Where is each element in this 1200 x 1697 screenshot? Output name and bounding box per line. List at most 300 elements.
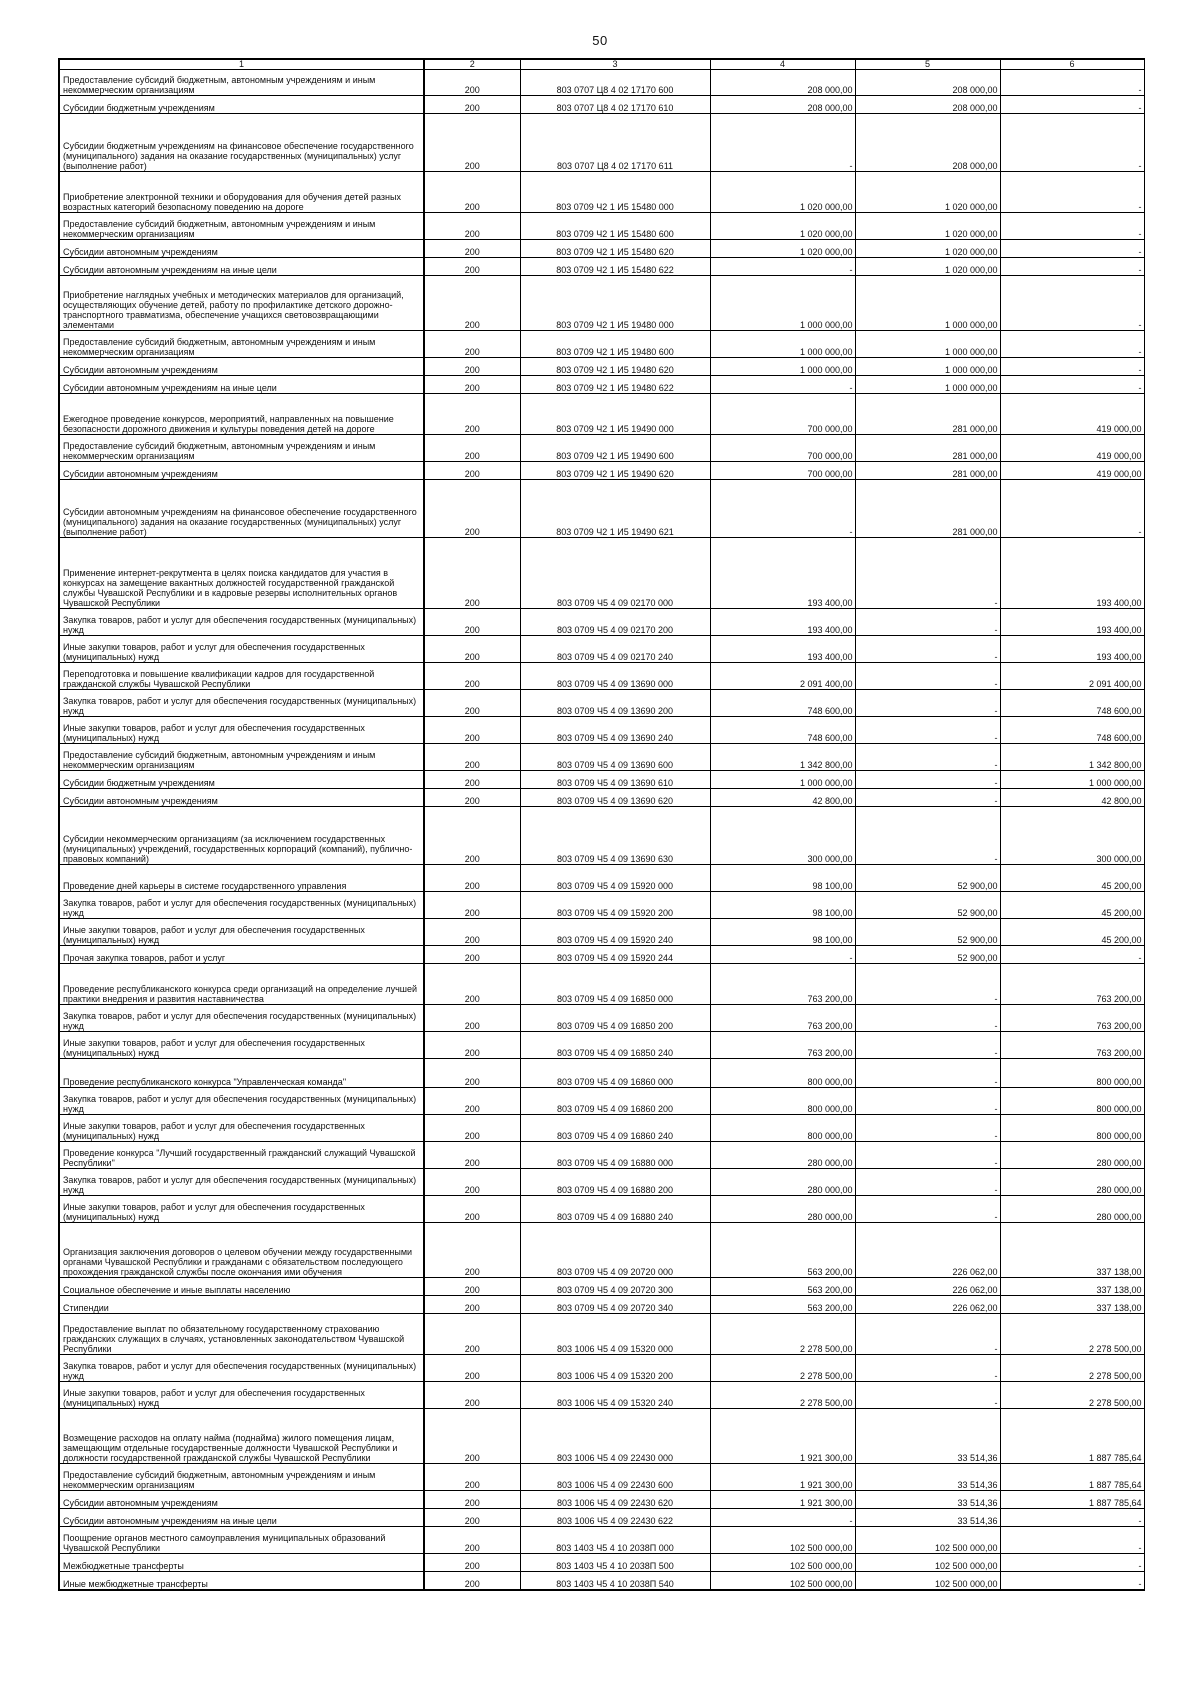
row-kbk-cell: 803 0709 Ч5 4 09 15920 200 (520, 892, 710, 919)
row-code-cell: 200 (424, 1005, 520, 1032)
row-col4-cell: 193 400,00 (710, 609, 855, 636)
row-col4-cell: 800 000,00 (710, 1088, 855, 1115)
row-col6-cell: - (1000, 1572, 1144, 1591)
table-row (59, 807, 1144, 865)
row-col5-cell: 33 514,36 (855, 1491, 1000, 1509)
row-name-cell: Иные закупки товаров, работ и услуг для обеспечения государственных (муниципальных) нужд (59, 919, 424, 946)
row-kbk-cell: 803 0709 Ч2 1 И5 15480 622 (520, 258, 710, 276)
row-col5-cell: - (855, 1314, 1000, 1355)
row-col6-cell: 193 400,00 (1000, 636, 1144, 663)
row-col6-cell: - (1000, 358, 1144, 376)
row-code-cell: 200 (424, 331, 520, 358)
row-name-cell: Закупка товаров, работ и услуг для обеспечения государственных (муниципальных) нужд (59, 690, 424, 717)
row-code-cell: 200 (424, 919, 520, 946)
row-col5-cell: 102 500 000,00 (855, 1527, 1000, 1554)
row-code-cell: 200 (424, 1296, 520, 1314)
row-kbk-cell: 803 0709 Ч5 4 09 16880 240 (520, 1196, 710, 1223)
row-name-cell: Приобретение наглядных учебных и методических материалов для организаций, осуществляющих обучение детей, работу по профилактике детского дорожно-транспортного травматизма, обеспечение учащихся световозвращающими элементами (59, 276, 424, 331)
row-col6-cell: - (1000, 172, 1144, 213)
row-col4-cell: 563 200,00 (710, 1278, 855, 1296)
row-col4-cell: 700 000,00 (710, 394, 855, 435)
row-code-cell: 200 (424, 1554, 520, 1572)
row-col6-cell: 337 138,00 (1000, 1223, 1144, 1278)
row-name-cell: Возмещение расходов на оплату найма (поднайма) жилого помещения лицам, замещающим отдельные государственные должности Чувашской Республики и должности государственной гражданской службы Чувашской Республики (59, 1409, 424, 1464)
row-col6-cell: 800 000,00 (1000, 1059, 1144, 1088)
row-kbk-cell: 803 0709 Ч5 4 09 02170 000 (520, 538, 710, 609)
row-name-cell: Субсидии автономным учреждениям (59, 462, 424, 480)
row-col5-cell: 33 514,36 (855, 1509, 1000, 1527)
row-code-cell: 200 (424, 663, 520, 690)
row-code-cell: 200 (424, 1314, 520, 1355)
row-col6-cell: - (1000, 1554, 1144, 1572)
row-col4-cell: 1 000 000,00 (710, 358, 855, 376)
row-col4-cell: - (710, 1509, 855, 1527)
row-col6-cell: 763 200,00 (1000, 1032, 1144, 1059)
row-code-cell: 200 (424, 1464, 520, 1491)
table-row (59, 964, 1144, 1005)
row-kbk-cell: 803 0709 Ч5 4 09 13690 610 (520, 771, 710, 789)
table-row (59, 609, 1144, 636)
row-col5-cell: 208 000,00 (855, 114, 1000, 172)
row-kbk-cell: 803 0709 Ч2 1 И5 19480 622 (520, 376, 710, 394)
row-kbk-cell: 803 1006 Ч5 4 09 22430 622 (520, 1509, 710, 1527)
row-col6-cell: 1 000 000,00 (1000, 771, 1144, 789)
row-col5-cell: 1 020 000,00 (855, 213, 1000, 240)
row-kbk-cell: 803 0709 Ч5 4 09 16850 000 (520, 964, 710, 1005)
row-col4-cell: 700 000,00 (710, 435, 855, 462)
row-col5-cell: - (855, 1032, 1000, 1059)
row-col6-cell: - (1000, 96, 1144, 114)
row-col5-cell: - (855, 1088, 1000, 1115)
row-code-cell: 200 (424, 744, 520, 771)
row-name-cell: Проведение республиканского конкурса "Управленческая команда" (59, 1059, 424, 1088)
table-row (59, 1223, 1144, 1278)
row-col4-cell: 208 000,00 (710, 70, 855, 96)
row-col5-cell: - (855, 1382, 1000, 1409)
table-row (59, 1088, 1144, 1115)
row-col4-cell: 300 000,00 (710, 807, 855, 865)
row-col4-cell: 1 000 000,00 (710, 331, 855, 358)
row-kbk-cell: 803 0709 Ч5 4 09 20720 300 (520, 1278, 710, 1296)
row-col4-cell: 2 278 500,00 (710, 1314, 855, 1355)
row-kbk-cell: 803 1006 Ч5 4 09 15320 000 (520, 1314, 710, 1355)
row-code-cell: 200 (424, 462, 520, 480)
row-col5-cell: 102 500 000,00 (855, 1554, 1000, 1572)
row-kbk-cell: 803 0709 Ч5 4 09 16850 240 (520, 1032, 710, 1059)
row-code-cell: 200 (424, 1527, 520, 1554)
row-name-cell: Субсидии бюджетным учреждениям (59, 96, 424, 114)
row-col5-cell: 281 000,00 (855, 435, 1000, 462)
row-code-cell: 200 (424, 1088, 520, 1115)
row-code-cell: 200 (424, 807, 520, 865)
row-name-cell: Субсидии автономным учреждениям (59, 240, 424, 258)
row-code-cell: 200 (424, 1059, 520, 1088)
row-col4-cell: 763 200,00 (710, 1005, 855, 1032)
row-name-cell: Субсидии автономным учреждениям на иные цели (59, 1509, 424, 1527)
row-kbk-cell: 803 0707 Ц8 4 02 17170 600 (520, 70, 710, 96)
row-code-cell: 200 (424, 964, 520, 1005)
row-name-cell: Ежегодное проведение конкурсов, мероприятий, направленных на повышение безопасности дорожного движения и культуры поведения детей на дороге (59, 394, 424, 435)
row-name-cell: Иные закупки товаров, работ и услуг для обеспечения государственных (муниципальных) нужд (59, 717, 424, 744)
row-kbk-cell: 803 0709 Ч5 4 09 15920 240 (520, 919, 710, 946)
table-row (59, 1509, 1144, 1527)
table-row (59, 538, 1144, 609)
row-col4-cell: - (710, 480, 855, 538)
row-kbk-cell: 803 0709 Ч5 4 09 16860 000 (520, 1059, 710, 1088)
table-row (59, 70, 1144, 96)
table-row (59, 114, 1144, 172)
row-col6-cell: - (1000, 480, 1144, 538)
table-row (59, 1115, 1144, 1142)
row-col5-cell: 1 000 000,00 (855, 276, 1000, 331)
row-col5-cell: 1 020 000,00 (855, 240, 1000, 258)
row-name-cell: Субсидии автономным учреждениям на иные цели (59, 258, 424, 276)
row-name-cell: Иные закупки товаров, работ и услуг для обеспечения государственных (муниципальных) нужд (59, 1032, 424, 1059)
row-kbk-cell: 803 1006 Ч5 4 09 22430 620 (520, 1491, 710, 1509)
row-col6-cell: 763 200,00 (1000, 1005, 1144, 1032)
row-col6-cell: 2 278 500,00 (1000, 1382, 1144, 1409)
row-kbk-cell: 803 0709 Ч2 1 И5 15480 620 (520, 240, 710, 258)
table-row (59, 690, 1144, 717)
row-col4-cell: 1 921 300,00 (710, 1409, 855, 1464)
table-row (59, 1032, 1144, 1059)
table-row (59, 96, 1144, 114)
row-col5-cell: - (855, 1355, 1000, 1382)
row-name-cell: Прочая закупка товаров, работ и услуг (59, 946, 424, 964)
row-code-cell: 200 (424, 1382, 520, 1409)
row-col6-cell: 300 000,00 (1000, 807, 1144, 865)
row-kbk-cell: 803 1006 Ч5 4 09 22430 600 (520, 1464, 710, 1491)
row-name-cell: Поощрение органов местного самоуправления муниципальных образований Чувашской Республики (59, 1527, 424, 1554)
table-row (59, 1464, 1144, 1491)
table-row (59, 1278, 1144, 1296)
row-col5-cell: 226 062,00 (855, 1278, 1000, 1296)
row-col6-cell: 280 000,00 (1000, 1169, 1144, 1196)
row-col5-cell: 208 000,00 (855, 96, 1000, 114)
table-row (59, 172, 1144, 213)
table-row (59, 789, 1144, 807)
table-row (59, 946, 1144, 964)
row-kbk-cell: 803 1006 Ч5 4 09 22430 000 (520, 1409, 710, 1464)
row-name-cell: Иные закупки товаров, работ и услуг для обеспечения государственных (муниципальных) нужд (59, 1115, 424, 1142)
table-row (59, 1382, 1144, 1409)
row-code-cell: 200 (424, 636, 520, 663)
table-row (59, 1314, 1144, 1355)
row-code-cell: 200 (424, 258, 520, 276)
row-col6-cell: 1 887 785,64 (1000, 1491, 1144, 1509)
row-kbk-cell: 803 0709 Ч5 4 09 16860 200 (520, 1088, 710, 1115)
row-name-cell: Субсидии автономным учреждениям (59, 789, 424, 807)
row-name-cell: Субсидии автономным учреждениям (59, 1491, 424, 1509)
row-name-cell: Предоставление субсидий бюджетным, автономным учреждениям и иным некоммерческим организациям (59, 331, 424, 358)
row-col6-cell: 45 200,00 (1000, 892, 1144, 919)
row-col4-cell: - (710, 946, 855, 964)
row-code-cell: 200 (424, 358, 520, 376)
row-code-cell: 200 (424, 717, 520, 744)
row-code-cell: 200 (424, 172, 520, 213)
table-row (59, 435, 1144, 462)
row-kbk-cell: 803 1403 Ч5 4 10 2038П 500 (520, 1554, 710, 1572)
row-col6-cell: 193 400,00 (1000, 609, 1144, 636)
row-col4-cell: 102 500 000,00 (710, 1554, 855, 1572)
row-col4-cell: 1 342 800,00 (710, 744, 855, 771)
row-kbk-cell: 803 0709 Ч5 4 09 20720 000 (520, 1223, 710, 1278)
header-col-1: 1 (59, 59, 424, 70)
row-kbk-cell: 803 0709 Ч2 1 И5 19480 000 (520, 276, 710, 331)
row-col6-cell: 800 000,00 (1000, 1088, 1144, 1115)
row-kbk-cell: 803 0709 Ч5 4 09 16860 240 (520, 1115, 710, 1142)
row-name-cell: Предоставление субсидий бюджетным, автономным учреждениям и иным некоммерческим организациям (59, 1464, 424, 1491)
row-col5-cell: - (855, 789, 1000, 807)
row-name-cell: Проведение дней карьеры в системе государственного управления (59, 865, 424, 892)
row-kbk-cell: 803 0709 Ч5 4 09 02170 240 (520, 636, 710, 663)
row-col4-cell: 193 400,00 (710, 538, 855, 609)
row-kbk-cell: 803 0709 Ч5 4 09 15920 000 (520, 865, 710, 892)
row-name-cell: Предоставление субсидий бюджетным, автономным учреждениям и иным некоммерческим организациям (59, 435, 424, 462)
table-row (59, 1005, 1144, 1032)
row-col6-cell: 1 887 785,64 (1000, 1409, 1144, 1464)
table-row (59, 1142, 1144, 1169)
row-col6-cell: - (1000, 213, 1144, 240)
row-kbk-cell: 803 0709 Ч2 1 И5 19490 000 (520, 394, 710, 435)
row-col4-cell: 42 800,00 (710, 789, 855, 807)
row-col4-cell: 1 020 000,00 (710, 172, 855, 213)
row-col5-cell: - (855, 717, 1000, 744)
row-col4-cell: 700 000,00 (710, 462, 855, 480)
header-row (59, 59, 1144, 70)
table-row (59, 1059, 1144, 1088)
row-name-cell: Проведение конкурса "Лучший государственный гражданский служащий Чувашской Республики" (59, 1142, 424, 1169)
row-col4-cell: 1 000 000,00 (710, 771, 855, 789)
row-name-cell: Предоставление субсидий бюджетным, автономным учреждениям и иным некоммерческим организациям (59, 213, 424, 240)
row-col4-cell: 2 091 400,00 (710, 663, 855, 690)
row-name-cell: Закупка товаров, работ и услуг для обеспечения государственных (муниципальных) нужд (59, 1355, 424, 1382)
row-col5-cell: - (855, 807, 1000, 865)
row-kbk-cell: 803 0709 Ч2 1 И5 19490 620 (520, 462, 710, 480)
row-code-cell: 200 (424, 213, 520, 240)
row-name-cell: Предоставление субсидий бюджетным, автономным учреждениям и иным некоммерческим организациям (59, 744, 424, 771)
row-kbk-cell: 803 0709 Ч5 4 09 13690 600 (520, 744, 710, 771)
row-col5-cell: - (855, 1115, 1000, 1142)
row-col6-cell: 2 278 500,00 (1000, 1355, 1144, 1382)
row-kbk-cell: 803 0709 Ч5 4 09 13690 200 (520, 690, 710, 717)
row-code-cell: 200 (424, 70, 520, 96)
row-col5-cell: 1 000 000,00 (855, 331, 1000, 358)
row-col6-cell: 45 200,00 (1000, 865, 1144, 892)
row-col6-cell: 748 600,00 (1000, 690, 1144, 717)
row-col6-cell: 280 000,00 (1000, 1142, 1144, 1169)
row-name-cell: Иные закупки товаров, работ и услуг для обеспечения государственных (муниципальных) нужд (59, 1382, 424, 1409)
row-col5-cell: 226 062,00 (855, 1223, 1000, 1278)
row-col4-cell: 1 000 000,00 (710, 276, 855, 331)
row-col4-cell: - (710, 114, 855, 172)
row-col4-cell: 98 100,00 (710, 919, 855, 946)
row-name-cell: Применение интернет-рекрутмента в целях поиска кандидатов для участия в конкурсах на замещение вакантных должностей государственной гражданской службы Чувашской Республики и в кадровые резервы исполнительных органов Чувашской Республики (59, 538, 424, 609)
header-col-2: 2 (424, 59, 520, 70)
row-col6-cell: 337 138,00 (1000, 1278, 1144, 1296)
row-name-cell: Субсидии автономным учреждениям на иные цели (59, 376, 424, 394)
row-kbk-cell: 803 0709 Ч5 4 09 16880 200 (520, 1169, 710, 1196)
header-col-6: 6 (1000, 59, 1144, 70)
row-kbk-cell: 803 0709 Ч2 1 И5 19480 620 (520, 358, 710, 376)
row-col6-cell: 800 000,00 (1000, 1115, 1144, 1142)
row-col5-cell: - (855, 1005, 1000, 1032)
row-col5-cell: - (855, 1059, 1000, 1088)
row-code-cell: 200 (424, 376, 520, 394)
row-kbk-cell: 803 0709 Ч5 4 09 13690 630 (520, 807, 710, 865)
row-kbk-cell: 803 1006 Ч5 4 09 15320 240 (520, 1382, 710, 1409)
row-code-cell: 200 (424, 240, 520, 258)
row-name-cell: Переподготовка и повышение квалификации кадров для государственной гражданской службы Чувашской Республики (59, 663, 424, 690)
row-code-cell: 200 (424, 1196, 520, 1223)
row-col5-cell: - (855, 1196, 1000, 1223)
row-kbk-cell: 803 0709 Ч5 4 09 16880 000 (520, 1142, 710, 1169)
table-row (59, 462, 1144, 480)
row-col4-cell: 800 000,00 (710, 1115, 855, 1142)
table-row (59, 771, 1144, 789)
table-body (59, 70, 1144, 1591)
row-kbk-cell: 803 0709 Ч2 1 И5 19490 621 (520, 480, 710, 538)
row-col5-cell: 1 000 000,00 (855, 358, 1000, 376)
row-code-cell: 200 (424, 1142, 520, 1169)
row-col5-cell: 52 900,00 (855, 892, 1000, 919)
row-code-cell: 200 (424, 609, 520, 636)
table-row (59, 717, 1144, 744)
row-name-cell: Субсидии бюджетным учреждениям (59, 771, 424, 789)
row-code-cell: 200 (424, 771, 520, 789)
row-name-cell: Организация заключения договоров о целевом обучении между государственными органами Чувашской Республики и гражданами с обязательством последующего прохождения гражданской службы после окончания ими обучения (59, 1223, 424, 1278)
row-col6-cell: - (1000, 1509, 1144, 1527)
table-row (59, 919, 1144, 946)
row-code-cell: 200 (424, 1169, 520, 1196)
row-name-cell: Закупка товаров, работ и услуг для обеспечения государственных (муниципальных) нужд (59, 1169, 424, 1196)
row-col5-cell: 52 900,00 (855, 865, 1000, 892)
row-col5-cell: 281 000,00 (855, 480, 1000, 538)
row-name-cell: Закупка товаров, работ и услуг для обеспечения государственных (муниципальных) нужд (59, 1005, 424, 1032)
row-col4-cell: 1 020 000,00 (710, 213, 855, 240)
row-col5-cell: 281 000,00 (855, 394, 1000, 435)
row-col6-cell: - (1000, 70, 1144, 96)
table-row (59, 213, 1144, 240)
row-col4-cell: 2 278 500,00 (710, 1382, 855, 1409)
row-col6-cell: - (1000, 376, 1144, 394)
row-kbk-cell: 803 0707 Ц8 4 02 17170 611 (520, 114, 710, 172)
row-col6-cell: - (1000, 240, 1144, 258)
row-col5-cell: - (855, 771, 1000, 789)
row-col6-cell: - (1000, 946, 1144, 964)
row-col4-cell: 563 200,00 (710, 1296, 855, 1314)
row-col6-cell: 419 000,00 (1000, 462, 1144, 480)
row-col6-cell: - (1000, 331, 1144, 358)
row-code-cell: 200 (424, 1032, 520, 1059)
row-col4-cell: 102 500 000,00 (710, 1527, 855, 1554)
row-col6-cell: 748 600,00 (1000, 717, 1144, 744)
row-col5-cell: - (855, 744, 1000, 771)
row-col6-cell: - (1000, 276, 1144, 331)
row-kbk-cell: 803 0709 Ч5 4 09 16850 200 (520, 1005, 710, 1032)
row-col4-cell: - (710, 258, 855, 276)
row-code-cell: 200 (424, 865, 520, 892)
row-col4-cell: 1 921 300,00 (710, 1491, 855, 1509)
row-name-cell: Стипендии (59, 1296, 424, 1314)
row-col6-cell: 1 887 785,64 (1000, 1464, 1144, 1491)
row-code-cell: 200 (424, 1509, 520, 1527)
row-col6-cell: - (1000, 1527, 1144, 1554)
row-name-cell: Социальное обеспечение и иные выплаты населению (59, 1278, 424, 1296)
row-col4-cell: 98 100,00 (710, 865, 855, 892)
row-kbk-cell: 803 0709 Ч5 4 09 13690 240 (520, 717, 710, 744)
row-col6-cell: 193 400,00 (1000, 538, 1144, 609)
row-col5-cell: 226 062,00 (855, 1296, 1000, 1314)
row-col4-cell: 193 400,00 (710, 636, 855, 663)
row-col5-cell: 208 000,00 (855, 70, 1000, 96)
row-col5-cell: 1 020 000,00 (855, 172, 1000, 213)
row-code-cell: 200 (424, 1115, 520, 1142)
table-row (59, 331, 1144, 358)
row-code-cell: 200 (424, 1409, 520, 1464)
row-col5-cell: 1 020 000,00 (855, 258, 1000, 276)
row-kbk-cell: 803 0709 Ч5 4 09 13690 000 (520, 663, 710, 690)
page-number: 50 (592, 33, 608, 48)
row-kbk-cell: 803 0707 Ц8 4 02 17170 610 (520, 96, 710, 114)
row-code-cell: 200 (424, 276, 520, 331)
row-col6-cell: 2 278 500,00 (1000, 1314, 1144, 1355)
row-col5-cell: 281 000,00 (855, 462, 1000, 480)
row-name-cell: Закупка товаров, работ и услуг для обеспечения государственных (муниципальных) нужд (59, 1088, 424, 1115)
row-col4-cell: 800 000,00 (710, 1059, 855, 1088)
row-col6-cell: 419 000,00 (1000, 435, 1144, 462)
table-row (59, 1572, 1144, 1591)
table-row (59, 1196, 1144, 1223)
row-col6-cell: 1 342 800,00 (1000, 744, 1144, 771)
row-col5-cell: - (855, 609, 1000, 636)
row-name-cell: Предоставление выплат по обязательному государственному страхованию гражданских служащих в случаях, установленных законодательством Чувашской Республики (59, 1314, 424, 1355)
row-name-cell: Предоставление субсидий бюджетным, автономным учреждениям и иным некоммерческим организациям (59, 70, 424, 96)
row-name-cell: Иные закупки товаров, работ и услуг для обеспечения государственных (муниципальных) нужд (59, 1196, 424, 1223)
row-kbk-cell: 803 0709 Ч2 1 И5 15480 600 (520, 213, 710, 240)
row-col5-cell: 1 000 000,00 (855, 376, 1000, 394)
table-row (59, 1491, 1144, 1509)
row-code-cell: 200 (424, 394, 520, 435)
row-kbk-cell: 803 1403 Ч5 4 10 2038П 540 (520, 1572, 710, 1591)
row-col4-cell: 1 020 000,00 (710, 240, 855, 258)
row-col4-cell: 1 921 300,00 (710, 1464, 855, 1491)
row-col4-cell: 763 200,00 (710, 964, 855, 1005)
row-col5-cell: - (855, 964, 1000, 1005)
row-kbk-cell: 803 0709 Ч2 1 И5 19480 600 (520, 331, 710, 358)
row-kbk-cell: 803 1006 Ч5 4 09 15320 200 (520, 1355, 710, 1382)
row-code-cell: 200 (424, 538, 520, 609)
row-name-cell: Проведение республиканского конкурса среди организаций на определение лучшей практики внедрения и развития наставничества (59, 964, 424, 1005)
table-row (59, 258, 1144, 276)
row-code-cell: 200 (424, 1223, 520, 1278)
table-row (59, 636, 1144, 663)
row-col5-cell: 33 514,36 (855, 1409, 1000, 1464)
row-col4-cell: 748 600,00 (710, 717, 855, 744)
row-name-cell: Иные закупки товаров, работ и услуг для обеспечения государственных (муниципальных) нужд (59, 636, 424, 663)
table-row (59, 663, 1144, 690)
row-kbk-cell: 803 0709 Ч5 4 09 20720 340 (520, 1296, 710, 1314)
row-col5-cell: 52 900,00 (855, 946, 1000, 964)
table-row (59, 1169, 1144, 1196)
row-col6-cell: 42 800,00 (1000, 789, 1144, 807)
table-row (59, 358, 1144, 376)
row-col4-cell: 563 200,00 (710, 1223, 855, 1278)
row-col4-cell: - (710, 376, 855, 394)
row-name-cell: Субсидии бюджетным учреждениям на финансовое обеспечение государственного (муниципального) задания на оказание государственных (муниципальных) услуг (выполнение работ) (59, 114, 424, 172)
table-row (59, 1554, 1144, 1572)
table-row (59, 1355, 1144, 1382)
